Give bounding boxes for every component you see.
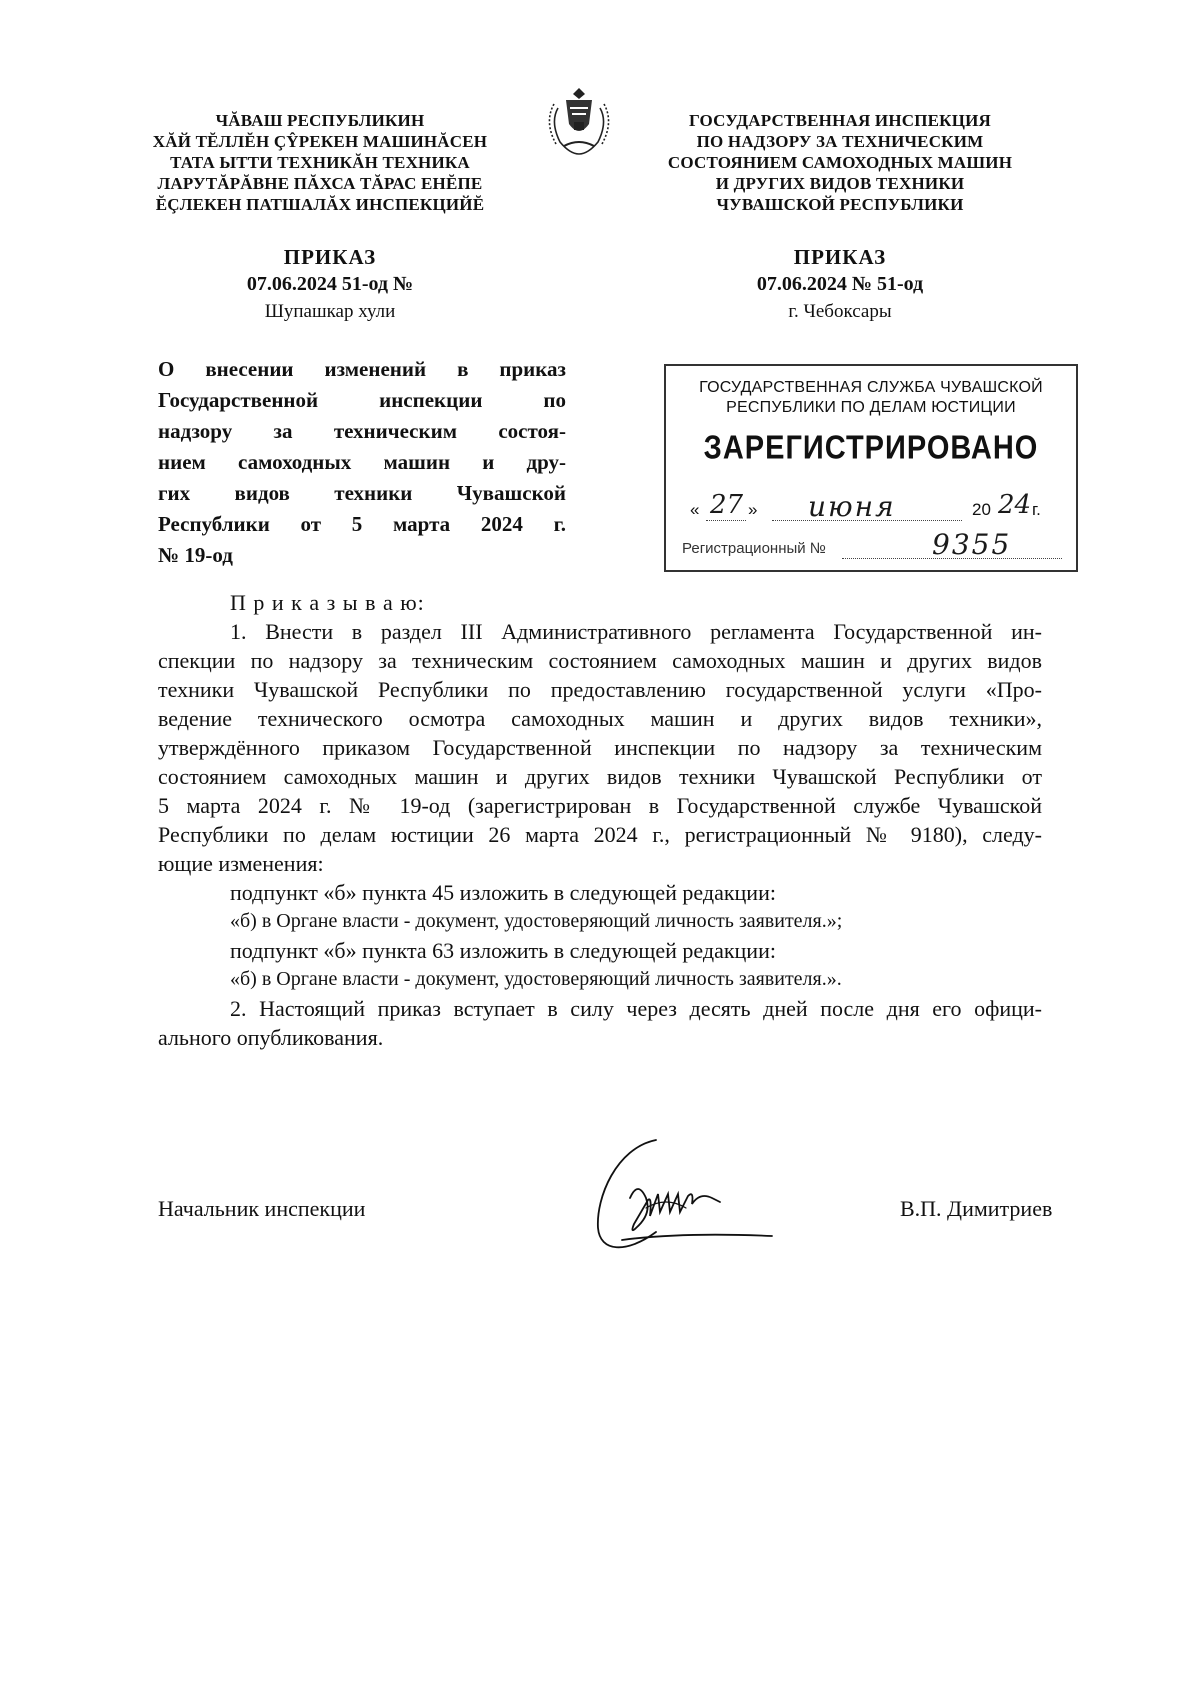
subject-line: Республики от 5 марта 2024 г.	[158, 512, 566, 536]
paragraph-1-line: Республики по делам юстиции 26 марта 2024 г., регистрационный № 9180), следу-	[158, 822, 1042, 847]
subject-line: надзору за техническим состоя-	[158, 419, 566, 443]
stamp-reg-row	[682, 528, 1062, 562]
prikaz-left-title: ПРИКАЗ	[283, 245, 377, 269]
header-left-line: ЛАРУТĂРĂВНЕ ПĂХСА ТĂРАС ЕНĔПЕ	[157, 174, 483, 193]
paragraph-1-line: 1. Внести в раздел III Административного регламента Государственной ин-	[230, 619, 1042, 644]
handwritten-signature	[586, 1128, 786, 1258]
stamp-year-mark: г.	[1032, 500, 1041, 519]
prikaz-right	[710, 244, 970, 325]
prikaz-right-date-number: 07.06.2024 № 51-од	[756, 273, 924, 295]
subject-line: гих видов техники Чувашской	[158, 481, 566, 505]
header-right-line: СОСТОЯНИЕМ САМОХОДНЫХ МАШИН	[667, 153, 1013, 172]
header-right	[650, 110, 1030, 215]
subject-line: нием самоходных машин и дру-	[158, 450, 566, 474]
subject-line: О внесении изменений в приказ	[158, 357, 566, 381]
stamp-date-row	[682, 490, 1062, 524]
registration-stamp	[664, 364, 1078, 572]
subject-line: Государственной инспекции по	[158, 388, 566, 412]
paragraph-1-line: утверждённого приказом Государственной инспекции по надзору за техническим	[158, 735, 1042, 760]
stamp-month: июня	[808, 490, 896, 523]
paragraph-2-line: 2. Настоящий приказ вступает в силу через десять дней после дня его офици-	[230, 996, 1042, 1021]
paragraph-2-line: ального опубликования.	[158, 1025, 384, 1050]
stamp-underline-month	[772, 520, 962, 521]
stamp-reg-label: Регистрационный №	[682, 540, 826, 557]
subject-line: № 19-од	[158, 543, 233, 567]
header-right-line: ГОСУДАРСТВЕННАЯ ИНСПЕКЦИЯ	[688, 111, 992, 130]
paragraph-1-line: ющие изменения:	[158, 851, 324, 876]
header-right-line: ПО НАДЗОРУ ЗА ТЕХНИЧЕСКИМ	[696, 132, 984, 151]
subpoint-45-instruction: подпункт «б» пункта 45 изложить в следующей редакции:	[230, 880, 776, 905]
header-left-line: ĔÇЛЕКЕН ПАТШАЛĂХ ИНСПЕКЦИЙĔ	[155, 195, 485, 214]
header-right-line: ЧУВАШСКОЙ РЕСПУБЛИКИ	[716, 195, 964, 214]
paragraph-1-line: 5 марта 2024 г. № 19-од (зарегистрирован в Государственной службе Чувашской	[158, 793, 1042, 818]
subpoint-45-text: «б) в Органе власти - документ, удостоверяющий личность заявителя.»;	[230, 910, 843, 932]
stamp-org-line: ГОСУДАРСТВЕННАЯ СЛУЖБА ЧУВАШСКОЙ	[699, 379, 1043, 396]
header-left-line: ЧĂВАШ РЕСПУБЛИКИН	[215, 111, 425, 130]
subpoint-63-instruction: подпункт «б» пункта 63 изложить в следующей редакции:	[230, 938, 776, 963]
paragraph-1-line: техники Чувашской Республики по предоставлению государственной услуги «Про-	[158, 677, 1042, 702]
signature-position: Начальник инспекции	[158, 1196, 366, 1221]
paragraph-1-line: состоянием самоходных машин и других видов техники Чувашской Республики от	[158, 764, 1042, 789]
paragraph-1-line: спекции по надзору за техническим состоянием самоходных машин и других видов	[158, 648, 1042, 673]
stamp-underline-reg	[842, 558, 1062, 559]
stamp-quote-open: «	[690, 500, 700, 519]
chuvash-emblem-icon	[544, 86, 614, 158]
header-left	[140, 110, 500, 215]
stamp-day: 27	[710, 490, 744, 520]
stamp-year-suffix: 24	[998, 490, 1032, 520]
stamp-registered-label: ЗАРЕГИСТРИРОВАНО	[703, 429, 1039, 467]
stamp-underline-day	[706, 520, 746, 521]
stamp-year-prefix: 20	[972, 500, 991, 519]
order-body	[158, 588, 1042, 1052]
subpoint-63-text: «б) в Органе власти - документ, удостоверяющий личность заявителя.».	[230, 968, 842, 990]
header-right-line: И ДРУГИХ ВИДОВ ТЕХНИКИ	[715, 174, 965, 193]
prikaz-right-title: ПРИКАЗ	[793, 245, 887, 269]
header-left-line: ТАТА ЫТТИ ТЕХНИКĂН ТЕХНИКА	[170, 153, 470, 172]
prikazyvayu-line: П р и к а з ы в а ю:	[230, 590, 425, 615]
document-subject	[158, 354, 566, 571]
paragraph-1-line: ведение технического осмотра самоходных машин и других видов техники»,	[158, 706, 1042, 731]
header-left-line: ХĂЙ ТĔЛЛĔН ÇŶРЕКЕН МАШИНĂСЕН	[152, 132, 488, 151]
prikaz-left	[200, 244, 460, 325]
stamp-reg-number: 9355	[932, 528, 1012, 561]
stamp-quote-close: »	[748, 500, 758, 519]
stamp-org-line: РЕСПУБЛИКИ ПО ДЕЛАМ ЮСТИЦИИ	[726, 399, 1016, 416]
signature-name: В.П. Димитриев	[900, 1196, 1053, 1221]
prikaz-left-date-number: 07.06.2024 51-од №	[246, 273, 414, 295]
prikaz-right-city: г. Чебоксары	[788, 301, 892, 322]
prikaz-left-city: Шупашкар хули	[264, 301, 396, 322]
